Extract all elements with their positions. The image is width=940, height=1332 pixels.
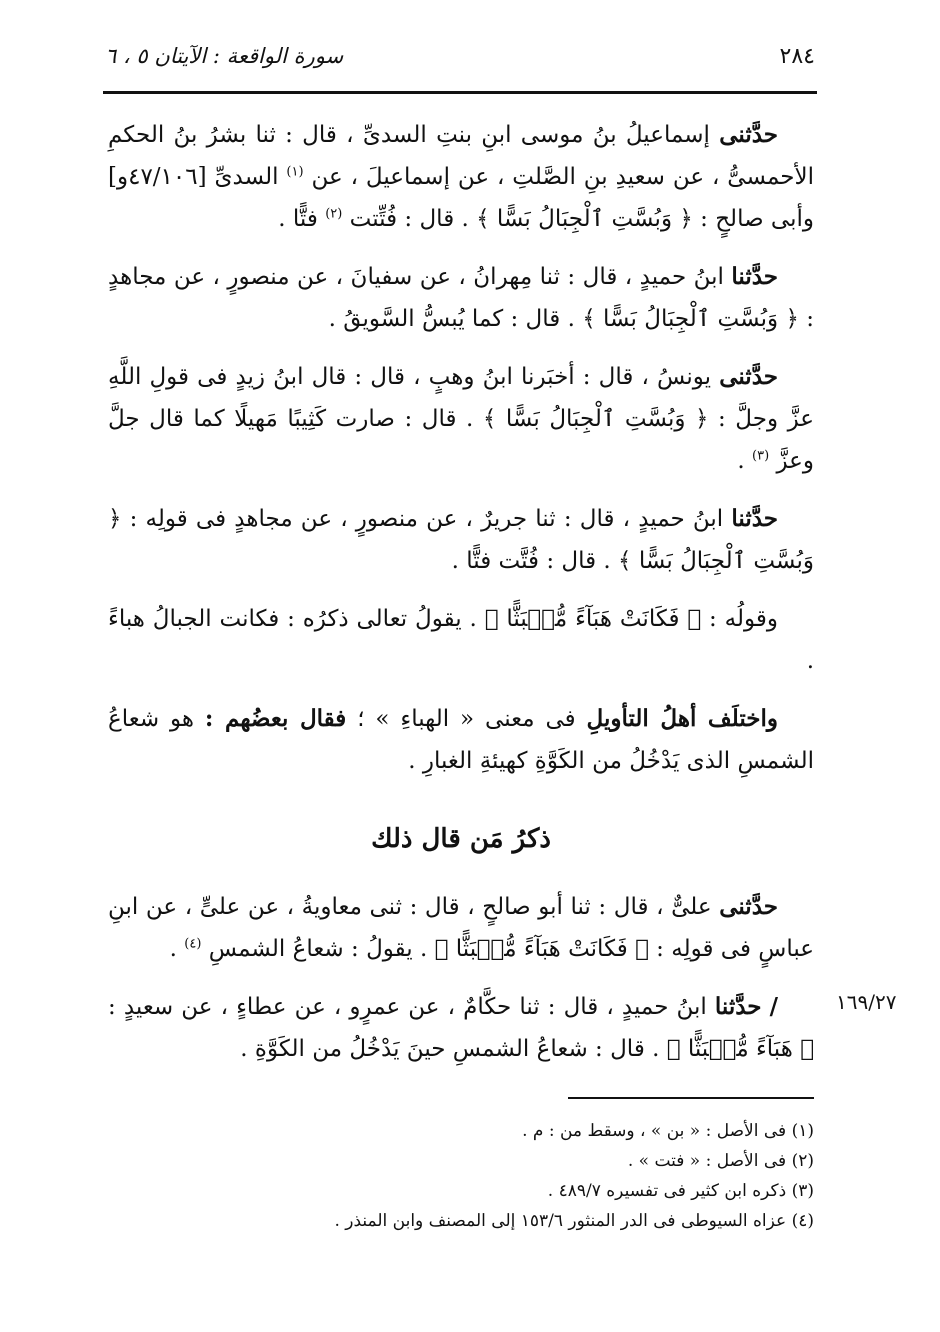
running-title: سورة الواقعة : الآيتان ٥ ، ٦ [105, 44, 344, 68]
page-number: ٢٨٤ [779, 43, 815, 69]
paragraph-text: إسماعيلُ بنُ موسى ابنِ بنتِ السدىِّ ، قال : ثنا بشرُ بنُ الحكمِ الأحمسىُّ ، عن سعيدِ بنِ الصَّلتِ ، عن إسماعيلَ ، عن [108, 122, 815, 190]
paragraph-lead: حدَّثنا [731, 263, 779, 290]
paragraph-8 [108, 986, 814, 1070]
paragraph-text: فتًّا . [278, 206, 318, 232]
footnote-ref: (٤) [184, 936, 202, 952]
footnote: (١) فى الأصل : « بن » ، وسقط من : م . [522, 1121, 814, 1141]
page-break-slash: / [769, 993, 778, 1020]
paragraph-text: علىٌّ ، قال : ثنا أبو صالحٍ ، قال : ثنى معاويةُ ، عن علىٍّ ، عن ابنِ عباسٍ فى قولِه : ﴿ فَكَانَتْ هَبَآءً مُّنۢبَثًّا ﴾ . يقولُ : شعاعُ الشمسِ [108, 894, 814, 962]
paragraph-text: ابنُ حميدٍ ، قال : ثنا حكَّامٌ ، عن عمرٍو ، عن عطاءٍ ، عن سعيدٍ : ﴿ هَبَآءً مُّنۢبَثًّا ﴾ . قال : شعاعُ الشمسِ حينَ يَدْخُلُ من الكَوَّةِ . [108, 994, 814, 1062]
paragraph-4 [108, 498, 814, 582]
paragraph-text: السدىِّ [٤٧/١٠٦و] وأبى صالحٍ : ﴿ وَبُسَّتِ ٱلْجِبَالُ بَسًّا ﴾ . قال : فُتِّتت [108, 164, 814, 232]
paragraph-lead: حدَّثنى [719, 363, 778, 390]
paragraph-6 [108, 698, 814, 782]
paragraph-1 [108, 114, 814, 240]
running-header [105, 36, 815, 76]
paragraph-lead: حدَّثنى [719, 893, 778, 920]
marginal-reference: ١٦٩/٢٧ [836, 990, 897, 1014]
paragraph-lead: حدَّثنا [731, 505, 779, 532]
footnote-rule [568, 1097, 814, 1099]
header-rule [103, 91, 817, 94]
paragraph-text: . [737, 448, 745, 474]
paragraph-text: هو شعاعُ الشمسِ الذى يَدْخُلُ من الكَوَّةِ كهيئةِ الغبارِ . [108, 706, 814, 774]
footnote: (٤) عزاه السيوطى فى الدر المنثور ١٥٣/٦ إلى المصنف وابن المنذر . [334, 1211, 814, 1231]
paragraph-text: يونسُ ، قال : أخبَرنا ابنُ وهبٍ ، قال : قال ابنُ زيدٍ فى قولِ اللَّهِ عزَّ وجلَّ : ﴿ وَبُسَّتِ ٱلْجِبَالُ بَسًّا ﴾ . قال : صارت كَثِيبًا مَهيلًا كما قال جلَّ وعزَّ [108, 364, 814, 474]
footnote-ref: (١) [286, 164, 304, 180]
section-heading: ذكرُ مَن قال ذلك [371, 824, 551, 854]
paragraph-text: . [169, 936, 177, 962]
paragraph-text: ابنُ حميدٍ ، قال : ثنا جريرٌ ، عن منصورٍ ، عن مجاهدٍ فى قولِه : ﴿ وَبُسَّتِ ٱلْجِبَالُ بَسًّا ﴾ . قال : فُتَّت فتًّا . [108, 506, 814, 574]
main-text [108, 114, 814, 1086]
paragraph-text: فى معنى « الهباءِ » ؛ [357, 706, 576, 732]
footnote: (٢) فى الأصل : « فتت » . [627, 1151, 814, 1171]
paragraph-7 [108, 886, 814, 970]
footnote-ref: (٣) [752, 448, 770, 464]
paragraph-text: ابنُ حميدٍ ، قال : ثنا مِهرانُ ، عن سفيانَ ، عن منصورٍ ، عن مجاهدٍ : ﴿ وَبُسَّتِ ٱلْجِبَالُ بَسًّا ﴾ . قال : كما يُبسُّ السَّويقُ . [108, 264, 814, 332]
footnote: (٣) ذكره ابن كثير فى تفسيره ٤٨٩/٧ . [547, 1181, 814, 1201]
paragraph-lead: حدَّثنا [714, 993, 762, 1020]
paragraph-lead: حدَّثنى [719, 121, 779, 148]
footnote-ref: (٢) [325, 206, 343, 222]
paragraph-2 [108, 256, 814, 340]
paragraph-lead: فقال بعضُهم : [204, 705, 347, 732]
paragraph-5 [108, 598, 814, 682]
footnotes [300, 1116, 814, 1236]
paragraph-3 [108, 356, 814, 482]
paragraph-lead: واختلَف أهلُ التأويلِ [586, 705, 779, 732]
paragraph-text: وقولُه : ﴿ فَكَانَتْ هَبَآءً مُّنۢبَثًّا ﴾ . يقولُ تعالى ذكرُه : فكانت الجبالُ هباءً . [108, 606, 814, 674]
